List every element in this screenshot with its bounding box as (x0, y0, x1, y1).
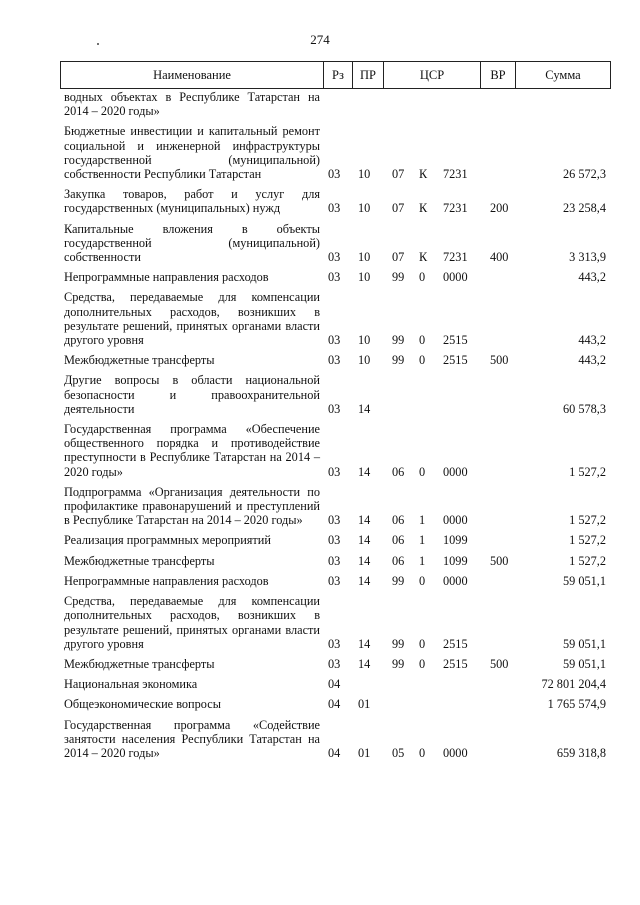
row-name: Непрограммные направления расходов (64, 573, 269, 588)
row-rz: 03 (328, 573, 341, 588)
row-csr-direction: 0000 (443, 513, 468, 528)
row-sum: 3 313,9 (569, 250, 606, 265)
row-csr-direction: 0000 (443, 745, 468, 760)
row-vr: 500 (490, 353, 509, 368)
row-rz: 03 (328, 201, 341, 216)
row-sum: 59 051,1 (562, 573, 606, 588)
row-csr-direction: 0000 (443, 573, 468, 588)
row-csr-direction: 2515 (443, 656, 468, 671)
row-csr-subprogram: К (419, 201, 428, 216)
table-row (60, 422, 611, 479)
row-vr: 500 (490, 553, 509, 568)
row-name: Подпрограмма «Организация деятельности по профилактике правонарушений и преступлений в Республике Татарстан на 2014 – 2020 годы» (64, 484, 320, 528)
row-csr-subprogram: 0 (419, 745, 426, 760)
row-pr: 10 (358, 333, 371, 348)
row-csr-subprogram: 0 (419, 573, 426, 588)
row-csr-direction: 2515 (443, 353, 468, 368)
row-sum: 59 051,1 (562, 636, 606, 651)
row-csr-program: 06 (392, 533, 405, 548)
row-pr: 10 (358, 250, 371, 265)
table-row (60, 554, 611, 568)
row-rz: 04 (328, 677, 341, 692)
row-sum: 26 572,3 (562, 167, 606, 182)
row-vr: 400 (490, 250, 509, 265)
row-csr-subprogram: 0 (419, 270, 426, 285)
row-pr: 10 (358, 270, 371, 285)
row-name: Межбюджетные трансферты (64, 353, 215, 368)
row-name: Реализация программных мероприятий (64, 533, 271, 548)
row-pr: 10 (358, 201, 371, 216)
row-csr-program: 99 (392, 270, 405, 285)
row-pr: 14 (358, 533, 371, 548)
row-pr: 10 (358, 167, 371, 182)
row-sum: 443,2 (578, 333, 606, 348)
table-row (60, 574, 611, 588)
table-row (60, 124, 611, 181)
row-csr-subprogram: К (419, 167, 428, 182)
row-name: Национальная экономика (64, 677, 198, 692)
row-name: Государственная программа «Содействие занятости населения Республики Татарстан на 2014 – 2020 годы» (64, 717, 320, 760)
table-row (60, 90, 611, 118)
row-csr-direction: 2515 (443, 333, 468, 348)
table-row (60, 657, 611, 671)
row-csr-program: 06 (392, 464, 405, 479)
header-sum: Сумма (545, 68, 581, 82)
row-vr: 500 (490, 656, 509, 671)
header-csr: ЦСР (419, 68, 445, 82)
table-row (60, 697, 611, 711)
table-row (60, 594, 611, 651)
row-sum: 1 527,2 (569, 464, 606, 479)
row-sum: 1 527,2 (569, 533, 606, 548)
table-row (60, 485, 611, 528)
row-sum: 72 801 204,4 (541, 677, 606, 692)
row-csr-subprogram: 1 (419, 533, 426, 548)
row-rz: 03 (328, 513, 341, 528)
row-pr: 01 (358, 745, 371, 760)
table-row (60, 290, 611, 347)
row-csr-program: 07 (392, 201, 405, 216)
row-csr-subprogram: 0 (419, 464, 426, 479)
table-row (60, 533, 611, 547)
scan-speck (97, 43, 99, 45)
row-csr-subprogram: К (419, 250, 428, 265)
row-name: Общеэкономические вопросы (64, 697, 221, 712)
row-csr-direction: 7231 (443, 250, 468, 265)
row-csr-program: 99 (392, 573, 405, 588)
row-vr: 200 (490, 201, 509, 216)
row-csr-subprogram: 0 (419, 656, 426, 671)
row-rz: 03 (328, 636, 341, 651)
row-csr-program: 06 (392, 513, 405, 528)
row-csr-program: 05 (392, 745, 405, 760)
row-csr-direction: 1099 (443, 533, 468, 548)
row-rz: 03 (328, 250, 341, 265)
header-rz: Рз (332, 68, 344, 82)
row-csr-program: 99 (392, 353, 405, 368)
row-sum: 1 527,2 (569, 513, 606, 528)
row-csr-program: 06 (392, 553, 405, 568)
row-rz: 03 (328, 270, 341, 285)
row-sum: 60 578,3 (562, 401, 606, 416)
row-csr-program: 07 (392, 167, 405, 182)
row-rz: 04 (328, 745, 341, 760)
row-pr: 14 (358, 573, 371, 588)
table-row (60, 718, 611, 761)
row-rz: 03 (328, 533, 341, 548)
row-rz: 03 (328, 401, 341, 416)
row-pr: 14 (358, 401, 371, 416)
table-row (60, 270, 611, 284)
table-row (60, 353, 611, 367)
row-rz: 04 (328, 697, 341, 712)
row-sum: 443,2 (578, 270, 606, 285)
table-header (60, 61, 611, 89)
row-pr: 14 (358, 656, 371, 671)
row-pr: 01 (358, 697, 371, 712)
row-name: Средства, передаваемые для компенсации дополнительных расходов, возникших в результате решений, принятых органами власти другого уровня (64, 290, 320, 348)
header-name: Наименование (153, 68, 231, 82)
page-number: 274 (310, 32, 330, 47)
row-sum: 23 258,4 (562, 201, 606, 216)
row-name: Государственная программа «Обеспечение общественного порядка и противодействие преступности в Республике Татарстан на 2014 – 2020 годы» (64, 422, 320, 479)
header-pr: ПР (360, 68, 376, 82)
row-pr: 14 (358, 636, 371, 651)
row-rz: 03 (328, 464, 341, 479)
row-csr-direction: 2515 (443, 636, 468, 651)
row-csr-direction: 7231 (443, 167, 468, 182)
row-pr: 10 (358, 353, 371, 368)
row-csr-subprogram: 0 (419, 333, 426, 348)
row-pr: 14 (358, 513, 371, 528)
table-row (60, 187, 611, 215)
row-name: Межбюджетные трансферты (64, 656, 215, 671)
row-sum: 59 051,1 (562, 656, 606, 671)
row-name: Другие вопросы в области национальной безопасности и правоохранительной деятельности (64, 373, 320, 416)
row-name: Непрограммные направления расходов (64, 270, 269, 285)
row-rz: 03 (328, 553, 341, 568)
row-sum: 443,2 (578, 353, 606, 368)
row-name: Капитальные вложения в объекты государственной (муниципальной) собственности (64, 221, 320, 265)
row-sum: 659 318,8 (556, 745, 606, 760)
row-pr: 14 (358, 464, 371, 479)
table-row (60, 373, 611, 416)
row-csr-program: 99 (392, 636, 405, 651)
row-csr-direction: 1099 (443, 553, 468, 568)
row-rz: 03 (328, 333, 341, 348)
table-row (60, 222, 611, 265)
row-csr-subprogram: 1 (419, 553, 426, 568)
row-csr-program: 07 (392, 250, 405, 265)
row-csr-subprogram: 1 (419, 513, 426, 528)
row-csr-subprogram: 0 (419, 636, 426, 651)
row-sum: 1 765 574,9 (547, 697, 606, 712)
row-rz: 03 (328, 167, 341, 182)
row-pr: 14 (358, 553, 371, 568)
header-vr: ВР (490, 68, 506, 82)
row-name: водных объектах в Республике Татарстан на 2014 – 2020 годы» (64, 90, 320, 119)
row-rz: 03 (328, 656, 341, 671)
row-name: Межбюджетные трансферты (64, 553, 215, 568)
row-csr-subprogram: 0 (419, 353, 426, 368)
budget-table-body (60, 90, 611, 766)
row-sum: 1 527,2 (569, 553, 606, 568)
table-row (60, 677, 611, 691)
row-csr-program: 99 (392, 656, 405, 671)
row-csr-program: 99 (392, 333, 405, 348)
row-csr-direction: 0000 (443, 464, 468, 479)
row-name: Закупка товаров, работ и услуг для государственных (муниципальных) нужд (64, 187, 320, 216)
row-name: Бюджетные инвестиции и капитальный ремонт социальной и инженерной инфраструктуры государственной (муниципальной) собственности Республики Татарстан (64, 124, 320, 182)
row-name: Средства, передаваемые для компенсации дополнительных расходов, возникших в результате решений, принятых органами власти другого уровня (64, 594, 320, 651)
row-csr-direction: 7231 (443, 201, 468, 216)
row-csr-direction: 0000 (443, 270, 468, 285)
row-rz: 03 (328, 353, 341, 368)
